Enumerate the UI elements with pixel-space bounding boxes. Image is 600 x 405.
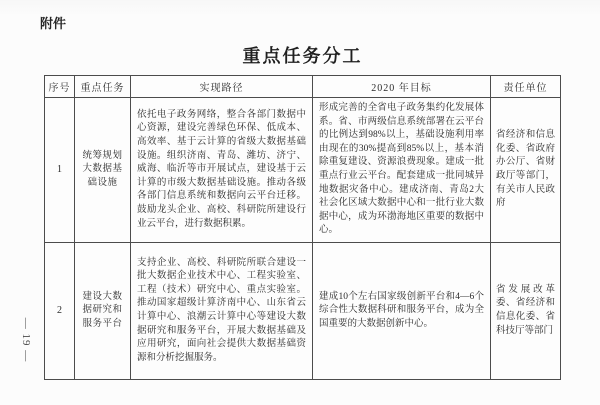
path-cell: 依托电子政务网络，整合各部门数据中心资源，建设完善绿色环保、低成本、高效率、基于云计算的省级大数据基础设施。组织济南、青岛、潍坊、济宁、威海、临沂等市开展试点，建设基于云计算的市级大数据基础设施。推动各级各部门信息系统和数据向云平台迁移。鼓励龙头企业、高校、科研院所建设行业云平台，进行数据积累。 [131,98,313,243]
column-header-no: 序号 [45,76,75,98]
goal-2020-cell: 建成10个左右国家级创新平台和4—6个综合性大数据科研和服务平台，成为全国重要的大数据创新中心。 [313,243,491,380]
path-cell: 支持企业、高校、科研院所联合建设一批大数据企业技术中心、工程实验室、工程（技术）研究中心、重点实验室。推动国家超级计算济南中心、山东省云计算中心、浪潮云计算中心等建设大数据研究和服务平台，开展大数据基础及应用研究，面向社会提供大数据基础资源和分析挖掘服务。 [131,243,313,380]
attachment-label: 附件 [40,16,67,31]
column-header-unit: 责任单位 [491,76,561,98]
column-header-goal: 2020 年目标 [313,76,491,98]
table-row [45,243,561,380]
goal-2020-cell: 形成完善的全省电子政务集约化发展体系。省、市两级信息系统部署在云平台的比例达到98%以上，基础设施利用率由现在的30%提高到85%以上，基本消除重复建设、资源浪费现象。建成一批重点行业云平台。配套建成一批同城异地数据灾备中心。建成济南、青岛2大社会化区域大数据中心和一批行业大数据中心，成为环渤海地区重要的数据中心。 [313,98,491,243]
task-division-table [44,75,561,380]
key-task-cell: 统筹规划大数据基础设施 [75,98,131,243]
row-number: 1 [45,98,75,243]
unit-cell: 省经济和信息化委、省政府办公厅、省财政厅等部门，有关市人民政府 [491,98,561,243]
page-title: 重点任务分工 [242,46,363,66]
table-row [45,98,561,243]
column-header-task: 重点任务 [75,76,131,98]
key-task-cell: 建设大数据研究和服务平台 [75,243,131,380]
page-number: — 19 — [20,317,32,363]
row-number: 2 [45,243,75,380]
table-header-row [45,76,561,98]
column-header-path: 实现路径 [131,76,313,98]
unit-cell: 省发展改革委、省经济和信息化委、省科技厅等部门 [491,243,561,380]
